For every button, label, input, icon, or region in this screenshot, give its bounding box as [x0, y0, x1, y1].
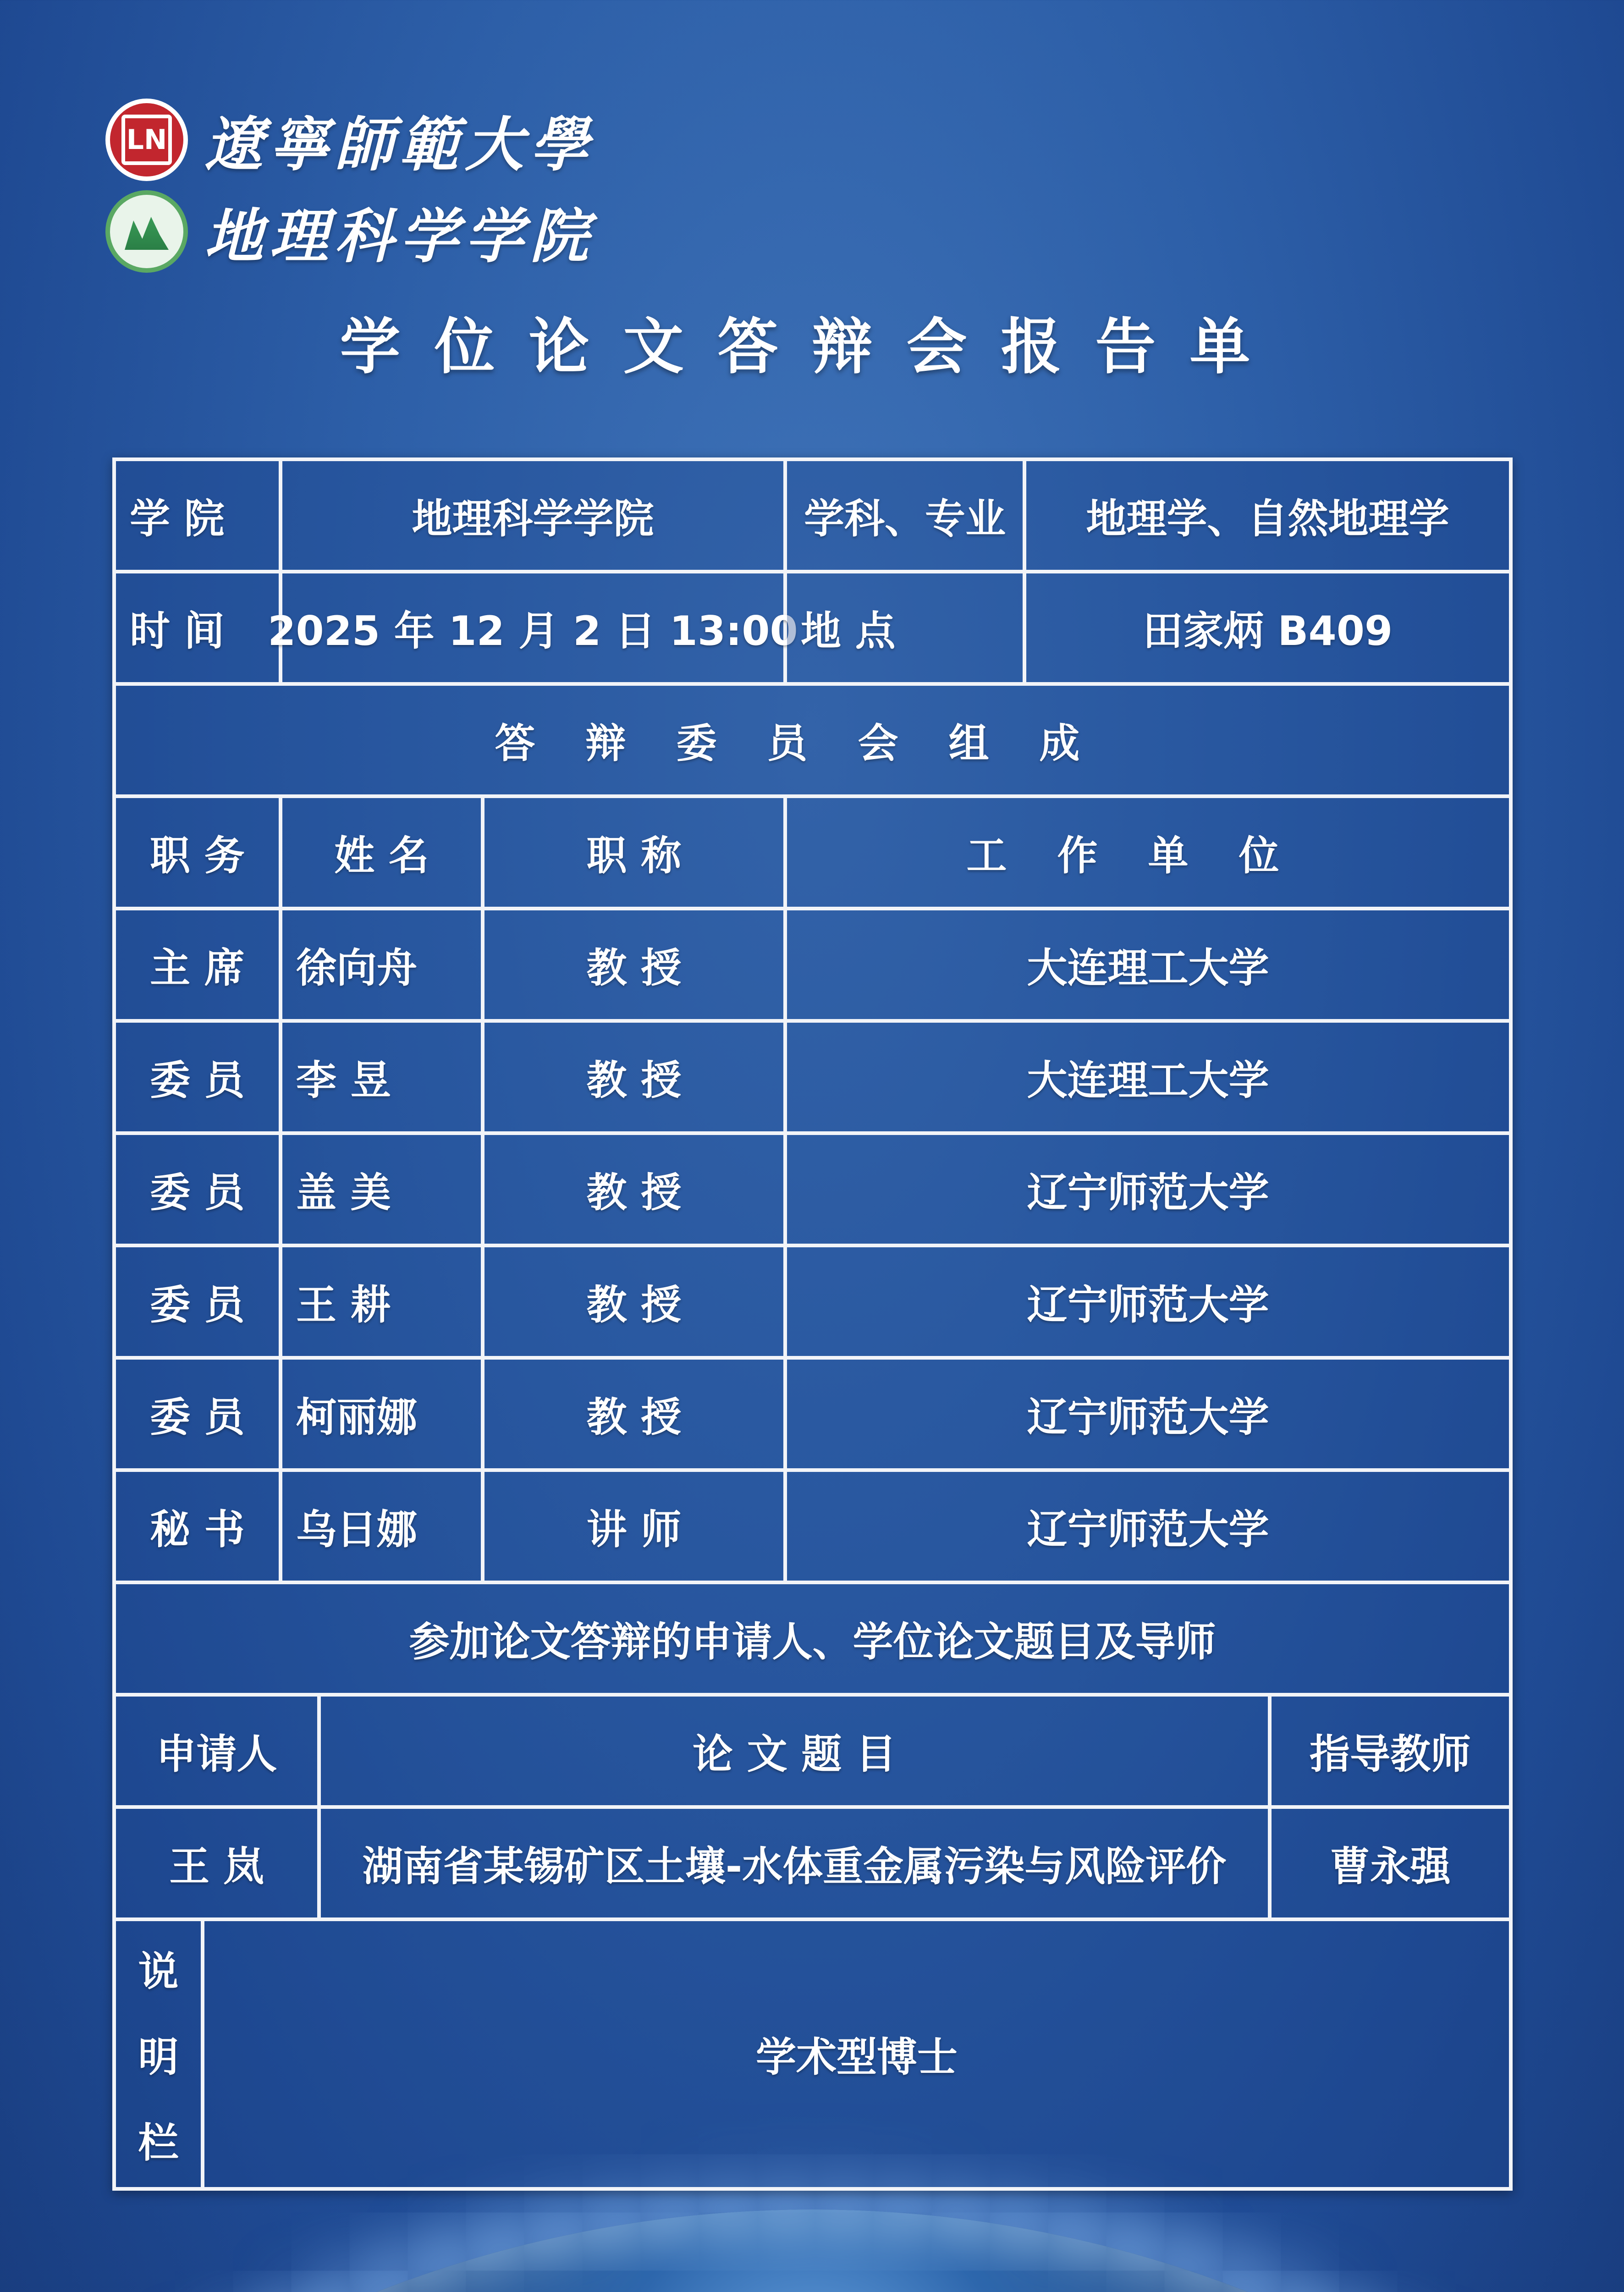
- member-role: 主 席: [116, 910, 282, 1019]
- member-role: 委 员: [116, 1135, 282, 1244]
- applicant-name: 王 岚: [116, 1809, 321, 1917]
- advisor-name: 曹永强: [1272, 1809, 1509, 1917]
- university-name: 遼寧師範大學: [204, 110, 595, 179]
- time-label: 时 间: [116, 573, 282, 682]
- committee-member-row: [116, 1135, 1509, 1247]
- location-value: 田家炳 B409: [1026, 573, 1509, 682]
- member-unit: 辽宁师范大学: [787, 1247, 1509, 1356]
- college-brand: [105, 186, 595, 277]
- member-unit: 大连理工大学: [787, 1023, 1509, 1131]
- report-table: [112, 457, 1513, 2191]
- header-role: 职 务: [116, 798, 282, 907]
- header: [105, 94, 595, 277]
- member-role: 委 员: [116, 1360, 282, 1468]
- applicants-section-title: 参加论文答辩的申请人、学位论文题目及导师: [116, 1584, 1509, 1693]
- applicants-title-row: [116, 1584, 1509, 1697]
- college-name: 地理科学学院: [204, 202, 595, 271]
- member-name: 王 耕: [282, 1247, 484, 1356]
- member-name: 柯丽娜: [282, 1360, 484, 1468]
- member-title: 教 授: [484, 1023, 787, 1131]
- location-label: 地 点: [787, 573, 1026, 682]
- committee-member-row: [116, 1472, 1509, 1584]
- member-name: 乌日娜: [282, 1472, 484, 1581]
- college-seal-icon: [105, 190, 188, 273]
- member-role: 委 员: [116, 1023, 282, 1131]
- document-title: 学位论文答辩会报告单: [340, 312, 1284, 382]
- remarks-content: 学术型博士: [204, 1921, 1509, 2187]
- member-name: 盖 美: [282, 1135, 484, 1244]
- info-row-time: [116, 573, 1509, 686]
- member-role: 委 员: [116, 1247, 282, 1356]
- member-title: 教 授: [484, 1360, 787, 1468]
- university-seal-icon: LN: [105, 99, 188, 181]
- header-unit: 工作单位: [787, 798, 1509, 907]
- member-title: 教 授: [484, 910, 787, 1019]
- member-role: 秘 书: [116, 1472, 282, 1581]
- member-name: 李 昱: [282, 1023, 484, 1131]
- discipline-value: 地理学、自然地理学: [1026, 461, 1509, 570]
- committee-member-row: [116, 1247, 1509, 1360]
- thesis-title: 湖南省某锡矿区土壤-水体重金属污染与风险评价: [321, 1809, 1272, 1917]
- committee-header-row: [116, 798, 1509, 910]
- header-applicant: 申请人: [116, 1697, 321, 1805]
- committee-member-row: [116, 1023, 1509, 1135]
- header-name: 姓 名: [282, 798, 484, 907]
- earth-background: [0, 2209, 1624, 2292]
- header-title: 职 称: [484, 798, 787, 907]
- discipline-label: 学科、专业: [787, 461, 1026, 570]
- remarks-row: [116, 1921, 1509, 2187]
- college-label: 学 院: [116, 461, 282, 570]
- header-thesis: 论 文 题 目: [321, 1697, 1272, 1805]
- committee-member-row: [116, 910, 1509, 1023]
- member-unit: 大连理工大学: [787, 910, 1509, 1019]
- remarks-label: 说 明 栏: [116, 1921, 204, 2187]
- member-unit: 辽宁师范大学: [787, 1135, 1509, 1244]
- header-advisor: 指导教师: [1272, 1697, 1509, 1805]
- time-value: 2025 年 12 月 2 日 13:00: [282, 573, 787, 682]
- committee-title-row: [116, 686, 1509, 798]
- member-unit: 辽宁师范大学: [787, 1472, 1509, 1581]
- committee-member-row: [116, 1360, 1509, 1472]
- committee-section-title: 答辩委员会组成: [116, 686, 1509, 794]
- info-row-college: [116, 461, 1509, 573]
- member-title: 教 授: [484, 1247, 787, 1356]
- applicants-header-row: [116, 1697, 1509, 1809]
- member-title: 讲 师: [484, 1472, 787, 1581]
- member-name: 徐向舟: [282, 910, 484, 1019]
- college-value: 地理科学学院: [282, 461, 787, 570]
- member-unit: 辽宁师范大学: [787, 1360, 1509, 1468]
- member-title: 教 授: [484, 1135, 787, 1244]
- applicant-row: [116, 1809, 1509, 1921]
- university-brand: [105, 94, 595, 186]
